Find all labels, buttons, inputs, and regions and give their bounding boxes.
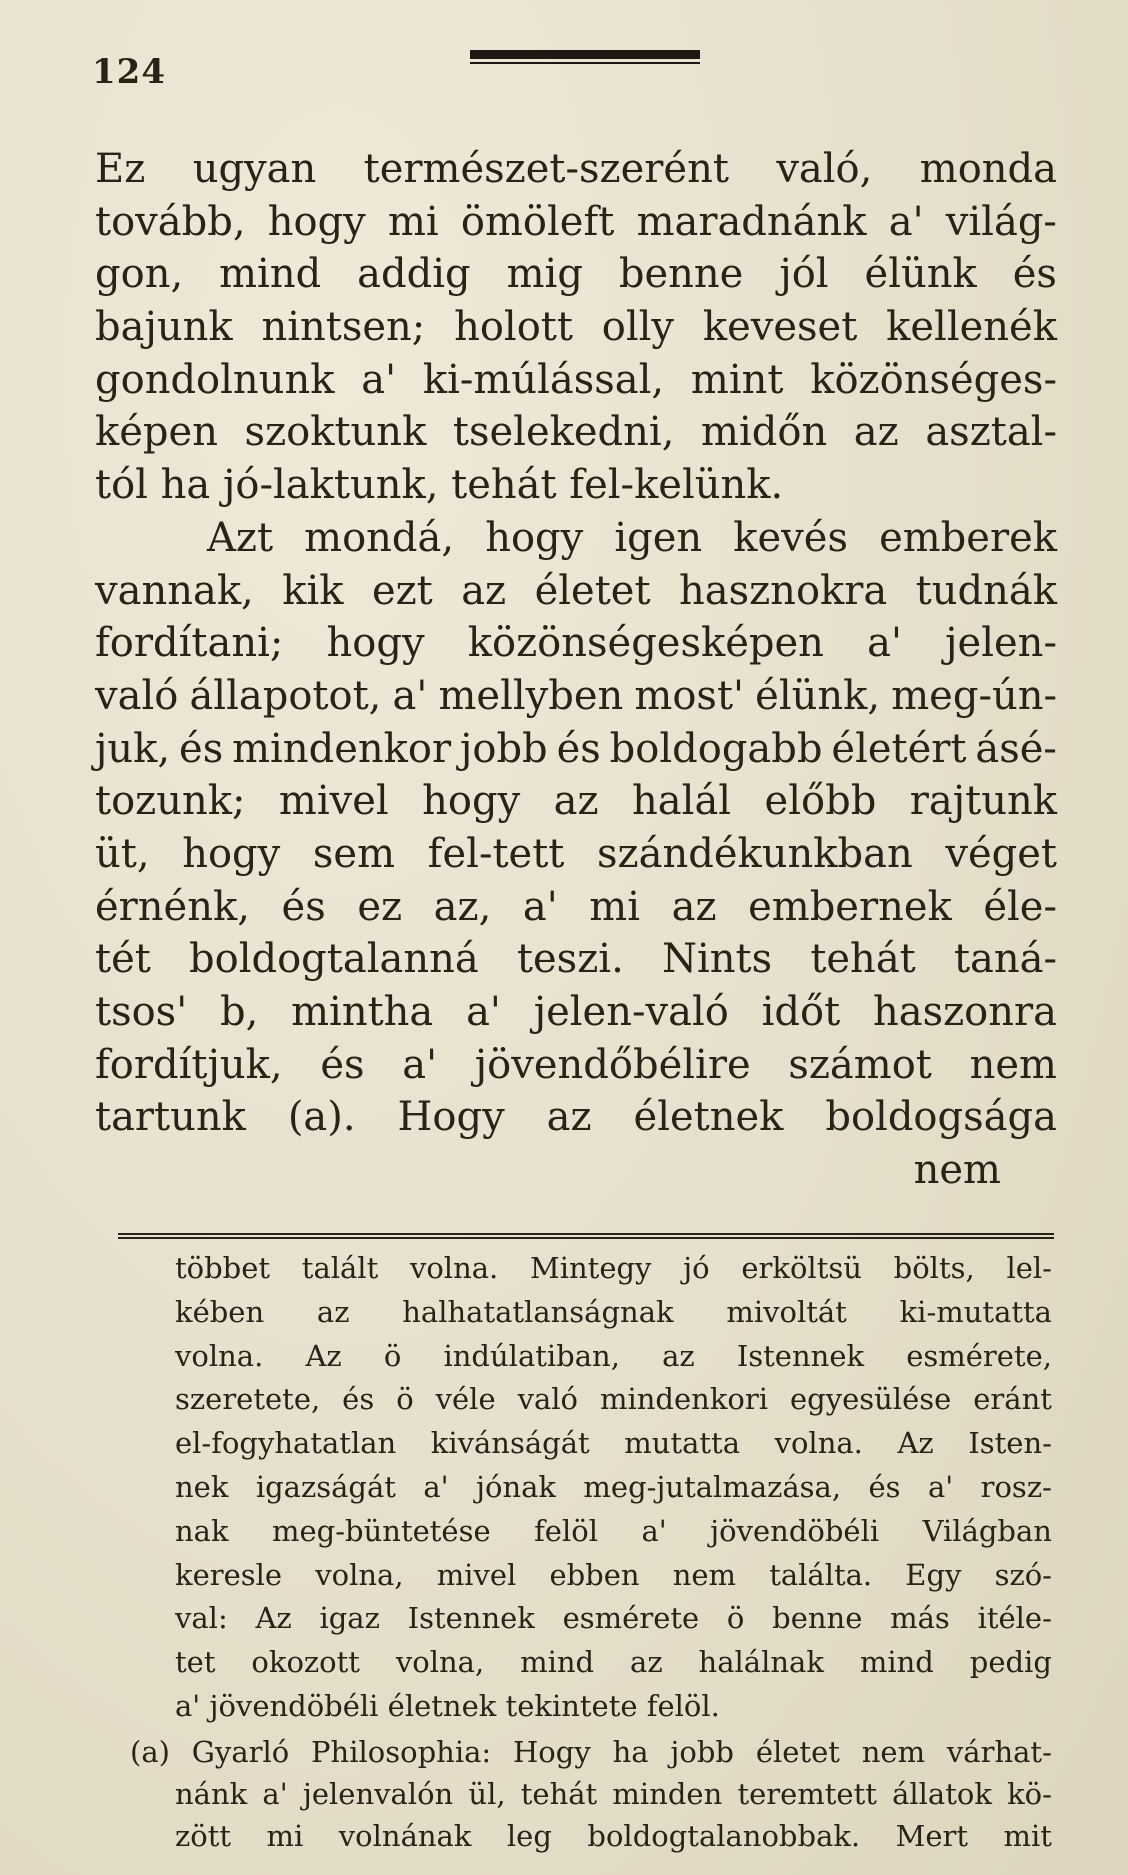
main-line: tét boldogtalanná teszi. Nints tehát taná-: [95, 936, 1057, 983]
footnote-line: el-fogyhatatlan kivánságát mutatta volna. Az Isten-: [175, 1426, 1052, 1461]
footnote-line: val: Az igaz Istennek esmérete ö benne más itéle-: [175, 1601, 1052, 1636]
header-rule: [470, 50, 700, 64]
main-line: való állapotot, a' mellyben most' élünk, meg-ún-: [95, 672, 1057, 719]
main-line: üt, hogy sem fel-tett szándékunkban véget: [95, 830, 1057, 877]
main-line: fordítani; hogy közönségesképen a' jelen-: [95, 620, 1057, 667]
footnote-line: kében az halhatatlanságnak mivoltát ki-mutatta: [175, 1294, 1052, 1329]
catchword: nem: [913, 1147, 1001, 1194]
main-line: gon, mind addig mig benne jól élünk és: [95, 251, 1057, 298]
footnote-line: nak meg-büntetése felöl a' jövendöbéli Világban: [175, 1513, 1052, 1548]
footnote-line: volna. Az ö indúlatiban, az Istennek esmérete,: [175, 1338, 1052, 1373]
footnote-line: többet talált volna. Mintegy jó erköltsü bölts, lel-: [175, 1251, 1052, 1285]
note-a-line: nánk a' jelenvalón ül, tehát minden teremtett állatok kö-: [175, 1777, 1052, 1811]
footnote-line: tet okozott volna, mind az halálnak mind pedig: [175, 1645, 1052, 1680]
main-line: tól ha jó-laktunk, tehát fel-kelünk.: [95, 462, 784, 509]
main-line: tozunk; mivel hogy az halál előbb rajtunk: [95, 778, 1057, 825]
footnote-rule: [118, 1233, 1054, 1239]
footnote-line: keresle volna, mivel ebben nem találta. Egy szó-: [175, 1557, 1052, 1592]
main-line: bajunk nintsen; holott olly keveset kellenék: [95, 304, 1057, 351]
page-number: 124: [92, 52, 166, 92]
note-a: [130, 1731, 1052, 1857]
footnote-line: szeretete, és ö véle való mindenkori egyesülése eránt: [175, 1382, 1052, 1417]
main-line: tovább, hogy mi ömöleft maradnánk a' világ-: [95, 198, 1057, 245]
note-a-line: zött mi volnának leg boldogtalanobbak. Mert mit: [175, 1819, 1052, 1853]
main-line: tsos' b, mintha a' jelen-való időt haszonra: [95, 989, 1057, 1035]
main-line: Ez ugyan természet-szerént való, monda: [95, 146, 1057, 192]
main-text: [95, 143, 1057, 1197]
footnote-text: [175, 1247, 1052, 1729]
main-line: tartunk (a). Hogy az életnek boldogsága: [95, 1094, 1057, 1141]
note-a-line: (a) Gyarló Philosophia: Hogy ha jobb életet nem várhat-: [130, 1735, 1052, 1769]
main-line: gondolnunk a' ki-múlással, mint közönséges-: [95, 356, 1057, 403]
main-line: Azt mondá, hogy igen kevés emberek: [207, 514, 1057, 561]
main-line: képen szoktunk tselekedni, midőn az asztal-: [95, 409, 1057, 456]
main-line: juk, és mindenkor jobb és boldogabb életért ásé-: [95, 725, 1057, 772]
main-line: fordítjuk, és a' jövendőbélire számot nem: [95, 1041, 1057, 1088]
main-line: érnénk, és ez az, a' mi az embernek éle-: [95, 883, 1057, 930]
footnote-line: nek igazságát a' jónak meg-jutalmazása, és a' rosz-: [175, 1469, 1052, 1504]
footnote-line: a' jövendöbéli életnek tekintete felöl.: [175, 1688, 720, 1723]
main-line: vannak, kik ezt az életet hasznokra tudnák: [95, 567, 1057, 614]
